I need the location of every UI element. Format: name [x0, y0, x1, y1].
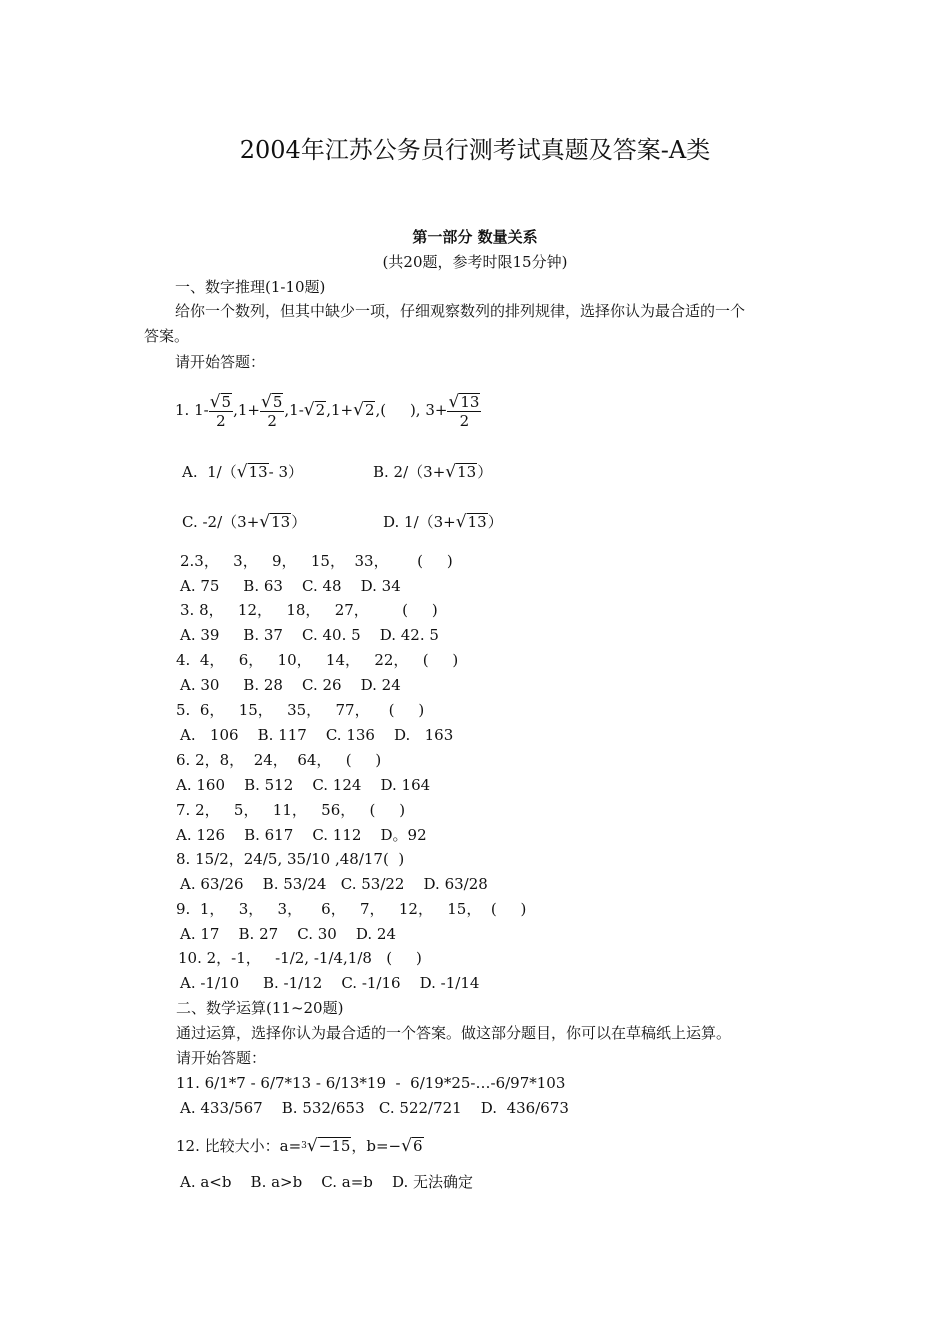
question-3-stem: 3. 8， 12， 18， 27， ( )	[180, 601, 438, 619]
question-1-option-a: A. 1/（√13- 3）	[182, 462, 304, 482]
question-3-options: A. 39 B. 37 C. 40. 5 D. 42. 5	[180, 626, 439, 644]
section2-heading: 二、数学运算(11~20题)	[176, 999, 344, 1017]
question-7-options: A. 126 B. 617 C. 112 D。92	[176, 826, 427, 844]
question-4-stem: 4. 4， 6， 10， 14， 22， ( )	[176, 651, 459, 669]
question-8-options: A. 63/26 B. 53/24 C. 53/22 D. 63/28	[180, 875, 488, 893]
question-1-stem: 1. 1- $\frac{√5}{2}$ ,1+ $\frac{√5}{2}$ ,1-√2,1+√2,( ), 3+ $\frac{√13}{2}$	[175, 391, 480, 430]
question-1-option-b: B. 2/（3+√13）	[373, 462, 493, 482]
question-6-stem: 6. 2，8， 24， 64， ( )	[176, 751, 382, 769]
question-9-stem: 9. 1， 3， 3， 6， 7， 12， 15， ( )	[176, 900, 527, 918]
question-2-stem: 2.3， 3， 9， 15， 33， ( )	[180, 552, 453, 570]
question-12-options: A. a<b B. a>b C. a=b D. 无法确定	[180, 1173, 473, 1191]
question-11-stem: 11. 6/1*7 - 6/7*13 - 6/13*19 - 6/19*25-…-6/97*103	[176, 1074, 566, 1092]
section1-instruction-line2: 答案。	[144, 327, 190, 345]
section2-instruction: 通过运算，选择你认为最合适的一个答案。做这部分题目，你可以在草稿纸上运算。	[176, 1024, 732, 1042]
fraction-sqrt5-over-2: $\frac{√5}{2}$	[261, 391, 283, 430]
question-5-options: A. 106 B. 117 C. 136 D. 163	[180, 726, 454, 744]
section1-instruction-line1: 给你一个数列，但其中缺少一项，仔细观察数列的排列规律，选择你认为最合适的一个	[175, 302, 746, 320]
section1-heading: 一、数字推理(1-10题)	[175, 278, 326, 296]
part-heading: 第一部分 数量关系	[412, 228, 538, 246]
question-12-stem: 12. 比较大小：a=$^3$√−15，b=−√6	[176, 1136, 423, 1156]
question-10-stem: 10. 2，-1， -1/2, -1/4,1/8 ( )	[178, 949, 422, 967]
question-6-options: A. 160 B. 512 C. 124 D. 164	[176, 776, 431, 794]
question-1-option-c: C. -2/（3+√13）	[182, 512, 307, 532]
question-2-options: A. 75 B. 63 C. 48 D. 34	[180, 577, 401, 595]
fraction-sqrt13-over-2: $\frac{√13}{2}$	[448, 391, 480, 430]
document-title: 2004年江苏公务员行测考试真题及答案-A类	[239, 136, 711, 164]
question-8-stem: 8. 15/2，24/5, 35/10 ,48/17( )	[176, 850, 405, 868]
part-subheading: (共20题，参考时限15分钟)	[382, 253, 568, 271]
fraction-sqrt5-over-2: $\frac{√5}{2}$	[209, 391, 232, 430]
section2-start: 请开始答题：	[176, 1049, 267, 1067]
question-4-options: A. 30 B. 28 C. 26 D. 24	[180, 676, 401, 694]
question-5-stem: 5. 6， 15， 35， 77， ( )	[176, 701, 425, 719]
question-10-options: A. -1/10 B. -1/12 C. -1/16 D. -1/14	[180, 974, 480, 992]
question-1-option-d: D. 1/（3+√13）	[383, 512, 503, 532]
section1-start: 请开始答题：	[175, 353, 266, 371]
question-11-options: A. 433/567 B. 532/653 C. 522/721 D. 436/673	[180, 1099, 569, 1117]
question-9-options: A. 17 B. 27 C. 30 D. 24	[180, 925, 396, 943]
question-7-stem: 7. 2， 5， 11， 56， ( )	[176, 801, 406, 819]
